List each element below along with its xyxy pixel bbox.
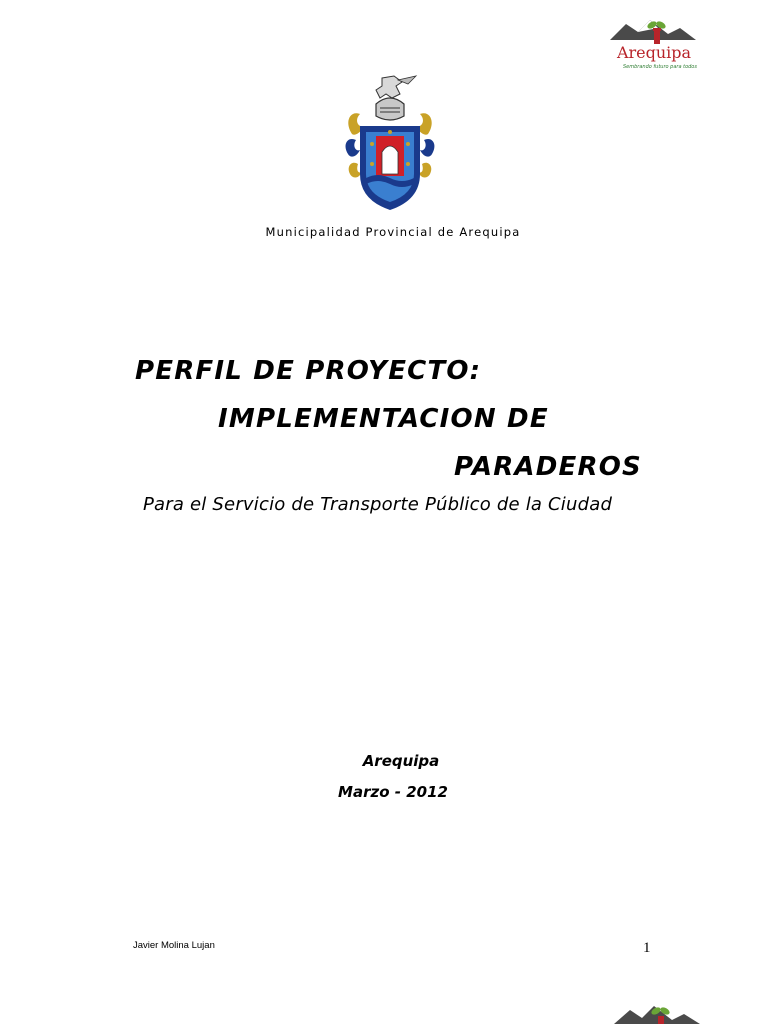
logo-tagline: Sembrando futuro para todos xyxy=(623,64,697,70)
logo-text: Arequipa xyxy=(616,43,692,62)
arequipa-logo xyxy=(608,18,698,74)
date: Marzo - 2012 xyxy=(338,783,448,801)
coat-of-arms-icon xyxy=(342,74,438,214)
footer-author: Javier Molina Lujan xyxy=(133,940,215,951)
title-line-2: IMPLEMENTACION DE xyxy=(218,404,549,434)
page-number: 1 xyxy=(643,940,651,956)
arequipa-logo-next-page xyxy=(612,1004,702,1024)
title-line-1: PERFIL DE PROYECTO: xyxy=(135,356,482,386)
title-line-3: PARADEROS xyxy=(454,452,642,482)
subtitle: Para el Servicio de Transporte Público de la Ciudad xyxy=(143,494,613,515)
institution-name: Municipalidad Provincial de Arequipa xyxy=(265,225,521,239)
place: Arequipa xyxy=(362,752,440,770)
